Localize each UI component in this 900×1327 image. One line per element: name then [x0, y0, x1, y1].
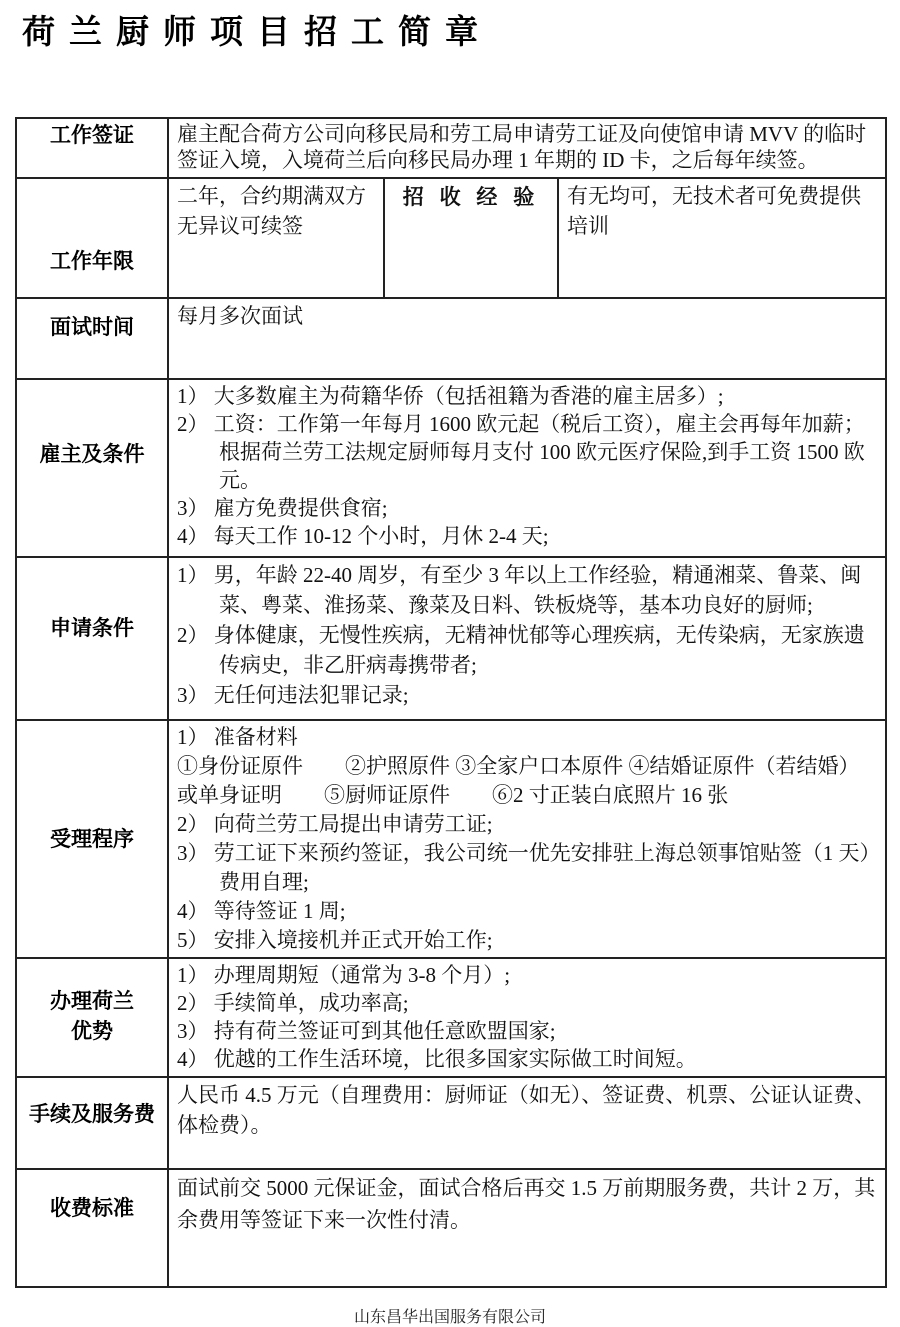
materials-line: ①身份证原件 ②护照原件 ③全家户口本原件 ④结婚证原件（若结婚）: [177, 754, 860, 778]
list-item: 2） 向荷兰劳工局提出申请劳工证;: [177, 812, 493, 836]
page-title: 荷兰厨师项目招工简章: [22, 15, 492, 51]
list-item: 4） 每天工作 10-12 个小时，月休 2-4 天;: [177, 524, 549, 548]
list-item: 1） 办理周期短（通常为 3-8 个月）;: [177, 963, 511, 987]
row-work-visa: [16, 118, 886, 178]
row-header-advantages: [16, 958, 168, 1077]
row-advantages: [16, 958, 886, 1077]
procedure-cell: [168, 720, 886, 958]
row-payment-standard: [16, 1169, 886, 1287]
recruitment-table: [15, 117, 887, 1288]
row-header-label: 工作签证: [50, 124, 134, 147]
work-visa-cell: [168, 118, 886, 178]
list-item: 1） 大多数雇主为荷籍华侨（包括祖籍为香港的雇主居多）;: [177, 384, 724, 408]
row-header-application-conditions: [16, 557, 168, 720]
row-header-label: 工作年限: [50, 250, 134, 273]
row-service-fee: [16, 1077, 886, 1169]
interview-time-text: 每月多次面试: [177, 304, 303, 328]
row-header-service-fee: [16, 1077, 168, 1169]
row-header-employer-conditions: [16, 379, 168, 557]
list-item: 1） 男，年龄 22-40 周岁，有至少 3 年以上工作经验，精通湘菜、鲁菜、闽菜、粤菜、淮扬菜、豫菜及日料、铁板烧等，基本功良好的厨师;: [177, 563, 862, 617]
interview-time-cell: [168, 298, 886, 379]
work-visa-text: 雇主配合荷方公司向移民局和劳工局申请劳工证及向使馆申请 MVV 的临时签证入境，入境荷兰后向移民局办理 1 年期的 ID 卡，之后每年续签。: [177, 122, 867, 172]
list-item: 5） 安排入境接机并正式开始工作;: [177, 928, 493, 952]
row-application-conditions: [16, 557, 886, 720]
recruit-experience-text: 有无均可，无技术者可免费提供培训: [567, 184, 861, 238]
application-conditions-cell: [168, 557, 886, 720]
row-header-label: 雇主及条件: [39, 443, 145, 466]
list-item: 3） 无任何违法犯罪记录;: [177, 683, 409, 707]
row-header-label: 受理程序: [50, 828, 134, 851]
row-header-work-visa: [16, 118, 168, 178]
payment-standard-text: 面试前交 5000 元保证金，面试合格后再交 1.5 万前期服务费，共计 2 万，其余费用等签证下来一次性付清。: [177, 1176, 876, 1232]
service-fee-text: 人民币 4.5 万元（自理费用：厨师证（如无）、签证费、机票、公证认证费、体检费）。: [177, 1083, 876, 1137]
row-header-label: 手续及服务费: [29, 1103, 155, 1126]
company-name: 山东昌华出国服务有限公司: [353, 1309, 546, 1326]
advantages-cell: [168, 958, 886, 1077]
row-work-term: [16, 178, 886, 298]
recruit-experience-label-cell: [384, 178, 558, 298]
work-term-duration-text: 二年，合约期满双方无异议可续签: [177, 184, 366, 238]
row-header-payment-standard: [16, 1169, 168, 1287]
row-header-label: 收费标准: [50, 1197, 134, 1220]
row-header-interview-time: [16, 298, 168, 379]
document-page: [0, 6, 900, 1326]
list-item: 2） 身体健康，无慢性疾病，无精神忧郁等心理疾病，无传染病，无家族遗传病史，非乙肝病毒携带者;: [177, 623, 865, 677]
service-fee-cell: [168, 1077, 886, 1169]
payment-standard-cell: [168, 1169, 886, 1287]
list-item: 3） 雇方免费提供食宿;: [177, 496, 388, 520]
employer-conditions-cell: [168, 379, 886, 557]
list-item: 2） 手续简单，成功率高;: [177, 991, 409, 1015]
list-item: 4） 优越的工作生活环境，比很多国家实际做工时间短。: [177, 1047, 697, 1071]
work-term-duration-cell: [168, 178, 384, 298]
recruit-experience-label: 招 收 经 验: [402, 186, 540, 209]
row-header-label: 面试时间: [50, 316, 134, 339]
row-header-work-term: [16, 178, 168, 298]
row-header-procedure: [16, 720, 168, 958]
row-interview-time: [16, 298, 886, 379]
row-header-label: 申请条件: [50, 617, 134, 640]
row-header-label: 办理荷兰优势: [50, 990, 134, 1044]
row-employer-conditions: [16, 379, 886, 557]
list-item: 4） 等待签证 1 周;: [177, 899, 346, 923]
row-procedure: [16, 720, 886, 958]
list-item: 3） 劳工证下来预约签证，我公司统一优先安排驻上海总领事馆贴签（1 天）费用自理;: [177, 841, 870, 894]
list-item: 2） 工资：工作第一年每月 1600 欧元起（税后工资），雇主会再每年加薪；根据荷兰劳工法规定厨师每月支付 100 欧元医疗保险,到手工资 1500 欧元。: [177, 412, 865, 492]
materials-line: 或单身证明 ⑤厨师证原件 ⑥2 寸正装白底照片 16 张: [177, 783, 729, 807]
recruit-experience-text-cell: [558, 178, 886, 298]
list-item: 3） 持有荷兰签证可到其他任意欧盟国家;: [177, 1019, 556, 1043]
list-item: 1） 准备材料: [177, 725, 298, 749]
